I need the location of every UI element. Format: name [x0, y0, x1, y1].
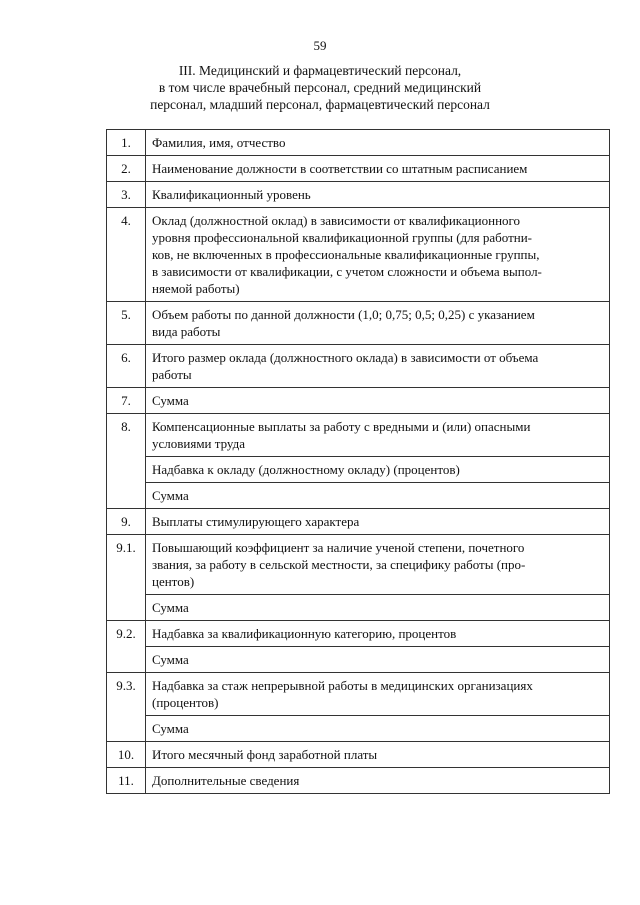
row-text-line: Сумма	[152, 393, 189, 408]
row-text	[146, 742, 610, 768]
row-text-line: в зависимости от квалификации, с учетом сложности и объема выпол-	[152, 264, 542, 279]
row-number: 1.	[107, 130, 146, 156]
row-text-line: няемой работы)	[152, 281, 240, 296]
table-row	[107, 457, 610, 483]
row-text-line: Сумма	[152, 600, 189, 615]
heading-line: персонал, младший персонал, фармацевтический персонал	[150, 97, 490, 112]
row-text-line: Итого месячный фонд заработной платы	[152, 747, 378, 762]
row-text-line: Квалификационный уровень	[152, 187, 311, 202]
row-text-line: Наименование должности в соответствии со штатным расписанием	[152, 161, 528, 176]
row-text-line: звания, за работу в сельской местности, за специфику работы (про-	[152, 557, 526, 572]
row-number: 9.	[107, 509, 146, 535]
row-text-line: вида работы	[152, 324, 221, 339]
row-text-line: Оклад (должностной оклад) в зависимости от квалификационного	[152, 213, 521, 228]
row-text	[146, 208, 610, 302]
table-row	[107, 535, 610, 595]
row-number: 2.	[107, 156, 146, 182]
row-number: 9.3.	[107, 673, 146, 742]
table-row	[107, 768, 610, 794]
row-text	[146, 302, 610, 345]
table-row	[107, 130, 610, 156]
table-row	[107, 302, 610, 345]
personnel-table-body	[107, 130, 610, 794]
section-heading	[0, 62, 640, 113]
table-row	[107, 716, 610, 742]
row-text	[146, 182, 610, 208]
row-text	[146, 647, 610, 673]
row-text	[146, 457, 610, 483]
row-number: 6.	[107, 345, 146, 388]
row-text	[146, 535, 610, 595]
row-text	[146, 595, 610, 621]
row-number: 9.1.	[107, 535, 146, 621]
table-row	[107, 182, 610, 208]
row-text-line: Надбавка к окладу (должностному окладу) (процентов)	[152, 462, 460, 477]
table-row	[107, 742, 610, 768]
table-row	[107, 509, 610, 535]
row-text-line: работы	[152, 367, 192, 382]
row-number: 9.2.	[107, 621, 146, 673]
row-text-line: ков, не включенных в профессиональные квалификационные группы,	[152, 247, 540, 262]
row-text	[146, 483, 610, 509]
table-row	[107, 156, 610, 182]
table-row	[107, 621, 610, 647]
row-text-line: условиями труда	[152, 436, 245, 451]
row-text-line: Надбавка за стаж непрерывной работы в медицинских организациях	[152, 678, 533, 693]
row-text	[146, 156, 610, 182]
table-row	[107, 673, 610, 716]
row-text-line: Дополнительные сведения	[152, 773, 300, 788]
table-row	[107, 483, 610, 509]
row-text-line: Выплаты стимулирующего характера	[152, 514, 360, 529]
table-row	[107, 414, 610, 457]
table-row	[107, 345, 610, 388]
row-text-line: Сумма	[152, 488, 189, 503]
row-number: 5.	[107, 302, 146, 345]
row-number: 11.	[107, 768, 146, 794]
page-number: 59	[313, 38, 327, 53]
row-text	[146, 621, 610, 647]
row-text-line: Повышающий коэффициент за наличие ученой степени, почетного	[152, 540, 525, 555]
row-text-line: центов)	[152, 574, 195, 589]
personnel-table	[106, 129, 610, 794]
row-text	[146, 130, 610, 156]
row-text	[146, 345, 610, 388]
row-text	[146, 768, 610, 794]
row-number: 10.	[107, 742, 146, 768]
row-text-line: Надбавка за квалификационную категорию, процентов	[152, 626, 457, 641]
row-text	[146, 388, 610, 414]
row-text	[146, 414, 610, 457]
row-text-line: Сумма	[152, 652, 189, 667]
row-number: 3.	[107, 182, 146, 208]
row-text	[146, 673, 610, 716]
row-text-line: Итого размер оклада (должностного оклада) в зависимости от объема	[152, 350, 539, 365]
row-number: 4.	[107, 208, 146, 302]
heading-line: в том числе врачебный персонал, средний медицинский	[158, 80, 482, 95]
table-row	[107, 388, 610, 414]
table-row	[107, 208, 610, 302]
row-number: 7.	[107, 388, 146, 414]
row-text-line: (процентов)	[152, 695, 219, 710]
heading-line: III. Медицинский и фармацевтический персонал,	[178, 63, 462, 78]
row-text-line: Сумма	[152, 721, 189, 736]
row-text	[146, 716, 610, 742]
row-text-line: Фамилия, имя, отчество	[152, 135, 286, 150]
table-row	[107, 647, 610, 673]
row-number: 8.	[107, 414, 146, 509]
row-text-line: уровня профессиональной квалификационной группы (для работни-	[152, 230, 532, 245]
row-text	[146, 509, 610, 535]
row-text-line: Объем работы по данной должности (1,0; 0,75; 0,5; 0,25) с указанием	[152, 307, 535, 322]
table-row	[107, 595, 610, 621]
row-text-line: Компенсационные выплаты за работу с вредными и (или) опасными	[152, 419, 531, 434]
